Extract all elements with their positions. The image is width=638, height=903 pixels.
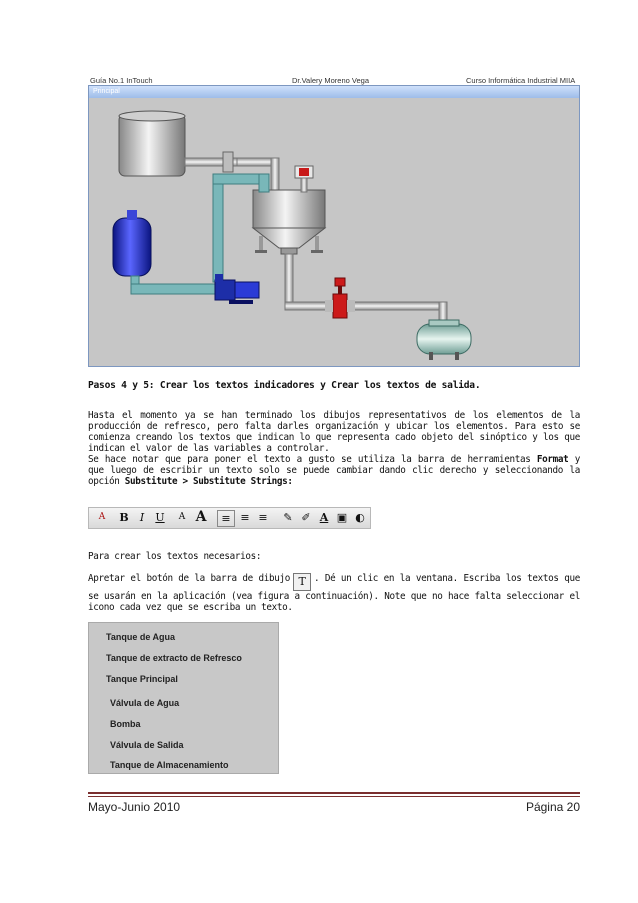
label-pump: Bomba <box>110 719 141 729</box>
label-outlet-valve: Válvula de Salida <box>110 740 184 750</box>
window-color-icon[interactable]: ▣ <box>336 511 348 524</box>
label-extract-tank: Tanque de extracto de Refresco <box>106 653 242 663</box>
main-tank <box>253 190 325 254</box>
label-water-valve: Válvula de Agua <box>110 698 180 708</box>
paragraph-3b: . Dé un clic en la ventana. Escriba los textos que se usarán en la aplicación (vea figura a continuación). Note que no hace falta seleccionar el icono cada vez que se escriba un texto. <box>88 573 580 613</box>
line-color-icon[interactable]: ✎ <box>283 511 293 524</box>
align-right-icon[interactable]: ≡ <box>258 511 268 524</box>
paragraph-1c: y que luego de escribir un texto solo se puede cambiar dando clic derecho y seleccionando la opción <box>88 454 580 487</box>
paragraph-1 <box>88 410 580 487</box>
header-center: Dr.Valery Moreno Vega <box>292 76 369 85</box>
pump <box>215 274 259 304</box>
font-icon[interactable]: A <box>98 512 106 522</box>
align-left-icon[interactable]: ≡ <box>217 510 235 527</box>
window-title: Principal <box>89 86 579 98</box>
footer-date: Mayo-Junio 2010 <box>88 800 181 814</box>
paragraph-3a: Apretar el botón de la barra de dibujo <box>88 573 290 584</box>
paragraph-1b: Se hace notar que para poner el texto a gusto se utiliza la barra de herramientas <box>88 454 537 465</box>
water-valve <box>223 152 233 172</box>
paragraph-2: Para crear los textos necesarios: <box>88 551 262 562</box>
font-smaller-icon[interactable]: A <box>178 512 186 522</box>
font-larger-icon[interactable]: A <box>195 509 207 525</box>
paragraph-1a: Hasta el momento ya se han terminado los dibujos representativos de los elementos de la producción de refresco, pero falta darles organización y ubicar los elementos. Para esto se comienza creando los textos que indican lo que representa cado objeto del sinóptico y los que indican el valor de las variables a controlar. <box>88 410 580 454</box>
footer-rule <box>88 792 580 794</box>
storage-tank <box>417 320 471 360</box>
header-right: Curso Informática Industrial MIIA <box>466 76 576 85</box>
format-toolbar <box>88 507 371 529</box>
underline-button[interactable]: U <box>155 511 165 524</box>
label-water-tank: Tanque de Agua <box>106 632 176 642</box>
labels-figure <box>88 622 279 774</box>
footer-rule-thin <box>88 796 580 797</box>
synoptic-window <box>88 85 580 367</box>
transparency-icon[interactable]: ◐ <box>355 511 365 524</box>
output-valve <box>325 278 355 318</box>
substitute-bold: Substitute > Substitute Strings: <box>124 476 293 487</box>
italic-button[interactable]: I <box>139 511 145 524</box>
extract-tank <box>113 210 151 276</box>
extract-valve <box>295 166 313 192</box>
text-tool-icon[interactable]: T <box>293 573 311 591</box>
paragraph-3 <box>88 573 580 613</box>
process-diagram <box>89 98 579 366</box>
fill-color-icon[interactable]: ✐ <box>301 511 311 524</box>
format-bold: Format <box>536 454 569 465</box>
bold-button[interactable]: B <box>119 511 129 524</box>
text-color-icon[interactable]: A <box>319 511 329 524</box>
footer-page: Página 20 <box>525 800 580 814</box>
align-center-icon[interactable]: ≡ <box>240 511 250 524</box>
section-heading: Pasos 4 y 5: Crear los textos indicadores y Crear los textos de salida. <box>88 380 481 391</box>
water-tank <box>119 111 185 176</box>
label-storage-tank: Tanque de Almacenamiento <box>110 760 229 770</box>
header-left: Guía No.1 InTouch <box>90 76 153 85</box>
label-main-tank: Tanque Principal <box>106 674 178 684</box>
outlet-pipe <box>285 254 447 324</box>
